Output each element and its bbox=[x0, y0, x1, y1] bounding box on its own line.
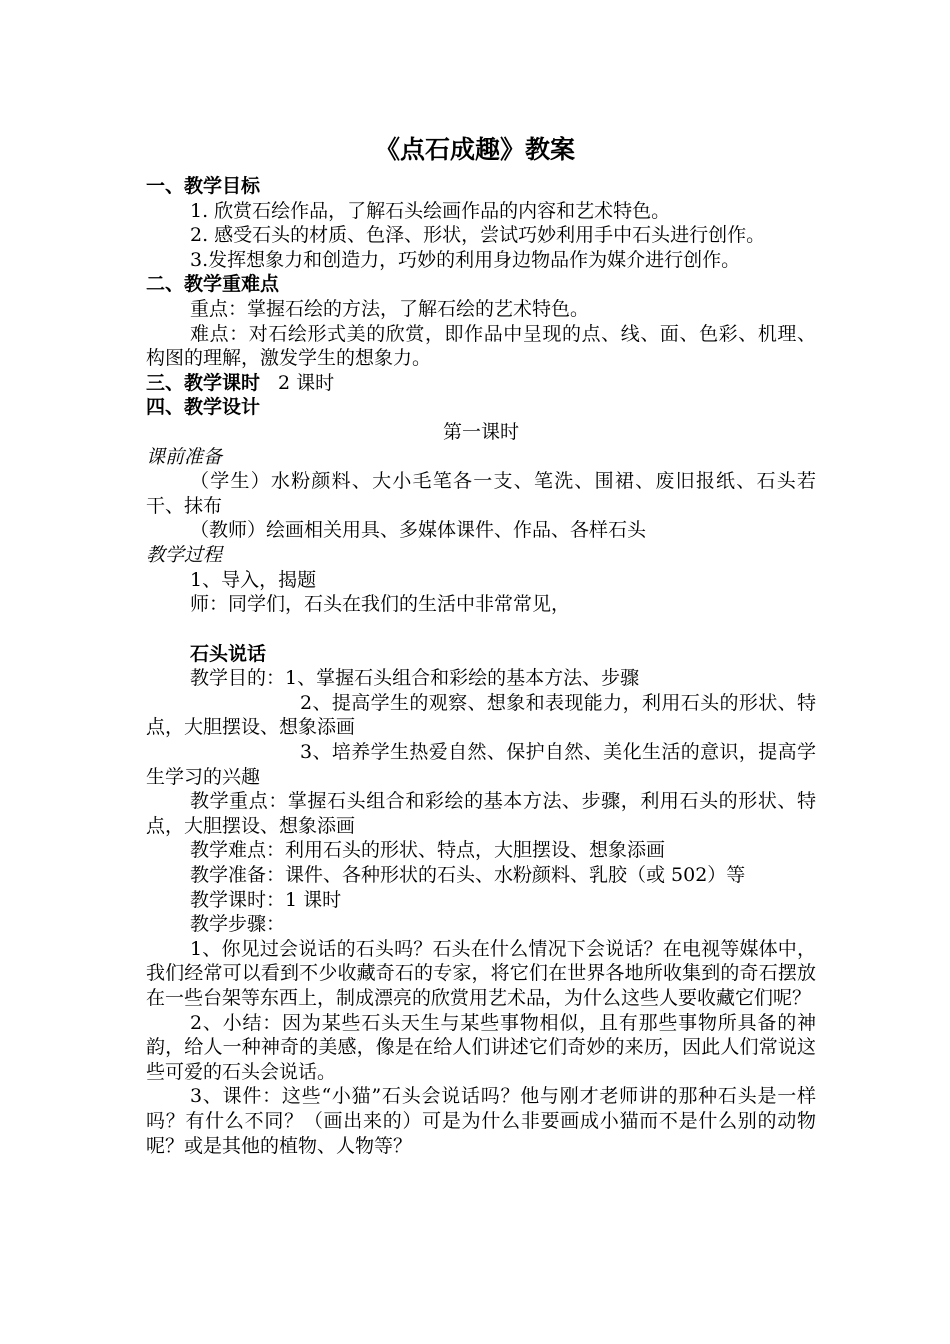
section-heading-key-points: 二、教学重难点 bbox=[146, 273, 280, 296]
section-heading-hours: 三、教学课时 bbox=[146, 371, 261, 394]
lesson-title: 第一课时 bbox=[442, 420, 519, 443]
process-label: 教学过程 bbox=[146, 543, 223, 566]
teacher-line: 师：同学们，石头在我们的生活中非常常见， bbox=[190, 593, 571, 616]
teaching-prep: 教学准备：课件、各种形状的石头、水粉颜料、乳胶（或 502）等 bbox=[190, 864, 746, 887]
subsection-heading: 石头说话 bbox=[190, 642, 267, 665]
objective-item: 3.发挥想象力和创造力，巧妙的利用身边物品作为媒介进行创作。 bbox=[190, 248, 741, 271]
key-point: 重点：掌握石绘的方法，了解石绘的艺术特色。 bbox=[190, 297, 590, 320]
teaching-hours: 教学课时：1 课时 bbox=[190, 888, 342, 911]
document-body bbox=[146, 174, 816, 1158]
spacer bbox=[146, 617, 816, 642]
prep-student: （学生）水粉颜料、大小毛笔各一支、笔洗、围裙、废旧报纸、石头若干、抹布 bbox=[146, 470, 816, 517]
objective-item: 2. 感受石头的材质、色泽、形状，尝试巧妙利用手中石头进行创作。 bbox=[190, 224, 766, 247]
section-heading-design: 四、教学设计 bbox=[146, 396, 261, 419]
document-title: 《点石成趣》教案 bbox=[374, 135, 575, 164]
process-step: 1、导入，揭题 bbox=[190, 568, 317, 591]
prep-teacher: （教师）绘画相关用具、多媒体课件、作品、各样石头 bbox=[190, 519, 647, 542]
teaching-difficulty: 教学难点：利用石头的形状、特点，大胆摆设、想象添画 bbox=[190, 839, 666, 862]
difficult-point: 难点：对石绘形式美的欣赏，即作品中呈现的点、线、面、色彩、机理、构图的理解，激发学生的想象力。 bbox=[146, 322, 816, 370]
teaching-step: 1、你见过会说话的石头吗？石头在什么情况下会说话？在电视等媒体中，我们经常可以看到不少收藏奇石的专家，将它们在世界各地所收集到的奇石摆放在一些台架等东西上，制成漂亮的欣赏用艺术品，为什么这些人要收藏它们呢？ bbox=[146, 937, 816, 1009]
teaching-step: 3、课件：这些“小猫”石头会说话吗？他与刚才老师讲的那种石头是一样吗？有什么不同？（画出来的）可是为什么非要画成小猫而不是什么别的动物呢？或是其他的植物、人物等？ bbox=[146, 1085, 816, 1157]
hours-value: 2 课时 bbox=[278, 371, 335, 394]
teaching-goal: 教学目的：1、掌握石头组合和彩绘的基本方法、步骤 bbox=[190, 667, 640, 690]
objective-item: 1. 欣赏石绘作品，了解石头绘画作品的内容和艺术特色。 bbox=[190, 199, 671, 222]
teaching-steps-label: 教学步骤： bbox=[190, 913, 286, 936]
section-heading-objectives: 一、教学目标 bbox=[146, 175, 261, 197]
teaching-step: 2、小结：因为某些石头天生与某些事物相似，且有那些事物所具备的神韵，给人一种神奇的美感，像是在给人们讲述它们奇妙的来历，因此人们常说这些可爱的石头会说话。 bbox=[146, 1011, 816, 1083]
section-hours-line bbox=[146, 371, 816, 396]
teaching-goal: 2、提高学生的观察、想象和表现能力，利用石头的形状、特点，大胆摆设、想象添画 bbox=[146, 691, 816, 739]
teaching-key: 教学重点：掌握石头组合和彩绘的基本方法、步骤，利用石头的形状、特点，大胆摆设、想象添画 bbox=[146, 790, 816, 837]
teaching-goal: 3、培养学生热爱自然、保护自然、美化生活的意识，提高学生学习的兴趣 bbox=[146, 741, 816, 788]
prep-label: 课前准备 bbox=[146, 445, 223, 468]
